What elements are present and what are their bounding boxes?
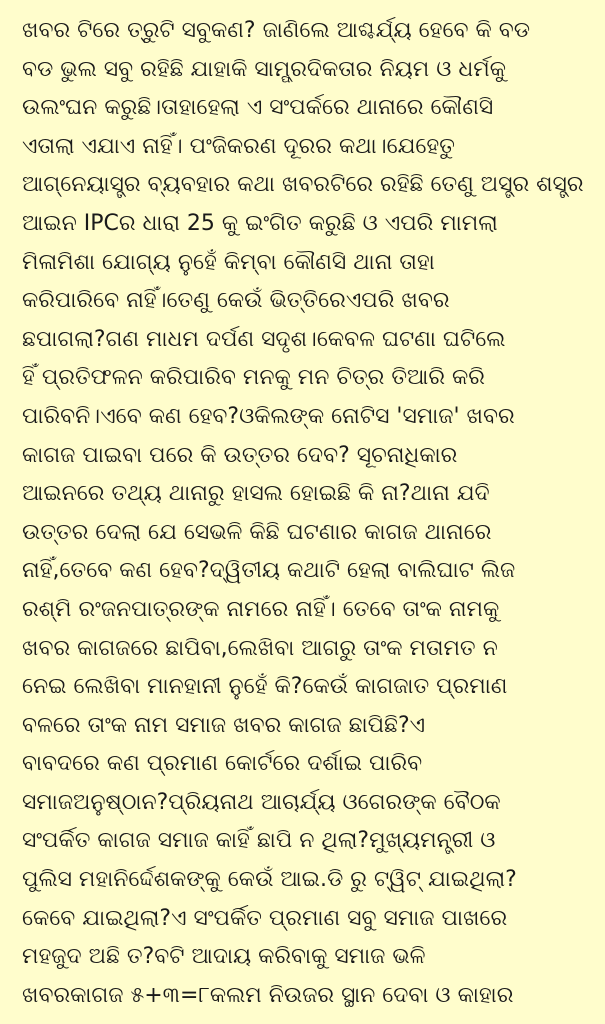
article-line: ଆଇନରେ ତଥ୍ୟ ଥାନାରୁ ହାସଲ ହୋଇଛି କି ନା?ଥାନା ଯଦି [22, 481, 490, 507]
article-line: ବାବଦରେ କଣ ପ୍ରମାଣ କୋର୍ଟରେ ଦର୍ଶାଇ ପାରିବ [22, 751, 423, 777]
article-line: ମିଳାମିଶା ଯୋଗ୍ୟ ନୁହେଁ କିମ୍ବା କୌଣସି ଥାନା ତାହା [22, 249, 435, 275]
article-line: ପୁଲିସ ମହାନିର୍ଦ୍ଦେଶକଙ୍କୁ କେଉଁ ଆଇ.ଡି ରୁ ଟ୍ୱିଟ୍ ଯାଇଥିଲା? [22, 867, 517, 893]
article-line: କରିପାରିବେ ନାହିଁ।ତେଣୁ କେଉଁ ଭିତ୍ତିରେଏପରି ଖବର [22, 288, 450, 314]
article-line: ନେଇ ଲେଖିବା ମାନହାନୀ ନୁହେଁ କି?କେଉଁ କାଗଜାତ ପ୍ରମାଣ [22, 674, 508, 700]
article-line: ପାରିବନି।ଏବେ କଣ ହେବ?ଓକିଲଙ୍କ ନୋଟିସ 'ସମାଜ' ଖବର [22, 403, 515, 429]
article-line: ଏତାଲା ଏଯାଏ ନାହିଁ। ପଂଜିକରଣ ଦୂରର କଥା।ଯେହେତୁ [22, 133, 455, 159]
article-body [22, 12, 591, 1015]
article-line: କେବେ ଯାଇଥିଲା?ଏ ସଂପର୍କିତ ପ୍ରମାଣ ସବୁ ସମାଜ ପାଖରେ [22, 905, 508, 931]
article-line: ଛପାଗଲା?ଗଣ ମାଧମ ଦର୍ପଣ ସଦୃଶ।କେବଳ ଘଟଣା ଘଟିଲେ [22, 326, 506, 352]
article-line: ଉତ୍ତର ଦେଲା ଯେ ସେଭଳି କିଛି ଘଟଣାର କାଗଜ ଥାନାରେ [22, 519, 492, 545]
article-line: ଖବର କାଗଜରେ ଛାପିବା,ଲେଖିବା ଆଗରୁ ତାଂକ ମତାମତ ନ [22, 635, 498, 661]
article-line: ହିଁ ପ୍ରତିଫଳନ କରିପାରିବ ମନକୁ ମନ ଚିତ୍ର ତିଆରି କରି [22, 365, 485, 391]
article-line: କାଗଜ ପାଇବା ପରେ କି ଉତ୍ତର ଦେବ? ସୂଚନାଧିକାର [22, 442, 458, 468]
article-line: ଆଗ୍ନେୟାସ୍ତ୍ର ବ୍ୟବହାର କଥା ଖବରଟିରେ ରହିଛି ତେଣୁ ଅସ୍ତ୍ର ଶସ୍ତ୍ର [22, 172, 584, 198]
article-line: ସମାଜଅନୁଷ୍ଠାନ?ପ୍ରିୟନାଥ ଆଚାର୍ଯ୍ୟ ଓଗେରଙ୍କ ବୈଠକ [22, 789, 501, 815]
article-line: ଖବର ଟିରେ ତ୍ରୁଟି ସବୁକଣ? ଜାଣିଲେ ଆଶ୍ଚର୍ଯ୍ୟ ହେବେ କି ବଡ [22, 18, 531, 43]
article-line: ରଶ୍ମି ରଂଜନପାତ୍ରଙ୍କ ନାମରେ ନାହିଁ। ତେବେ ତାଂକ ନାମକୁ [22, 596, 500, 622]
article-line: ମହଜୁଦ ଅଛି ତ?ବଟି ଆଦାୟ କରିବାକୁ ସମାଜ ଭଳି [22, 944, 426, 970]
article-line: ନାହିଁ,ତେବେ କଣ ହେବ?ଦ୍ୱିତୀୟ କଥାଟି ହେଲା ବାଲିଘାଟ ଲିଜ [22, 558, 516, 584]
article-line: ସଂପର୍କିତ କାଗଜ ସମାଜ କାହିଁ ଛାପି ନ ଥିଲା?ମୁଖ୍ୟମନ୍ତ୍ରୀ ଓ [22, 828, 496, 854]
article-line: ଆଇନ IPCର ଧାରା 25 କୁ ଇଂଗିତ କରୁଛି ଓ ଏପରି ମାମଲା [22, 210, 498, 236]
article-line: ଖବରକାଗଜ ୫+୩=୮କଲମ ନିଉଜର ସ୍ଥାନ ଦେବା ଓ କାହାର [22, 982, 514, 1008]
article-line: ଉଲଂଘନ କରୁଛି।ତାହାହେଲା ଏ ସଂପର୍କରେ ଥାନାରେ କୌଣସି [22, 95, 494, 121]
article-line: ବଡ ଭୁଲ ସବୁ ରହିଛି ଯାହାକି ସାମ୍ପ୍ରଦିକତାର ନିୟମ ଓ ଧର୍ମକୁ [22, 56, 506, 82]
article-line: ବଳରେ ତାଂକ ନାମ ସମାଜ ଖବର କାଗଜ ଛାପିଛି?ଏ [22, 712, 426, 738]
